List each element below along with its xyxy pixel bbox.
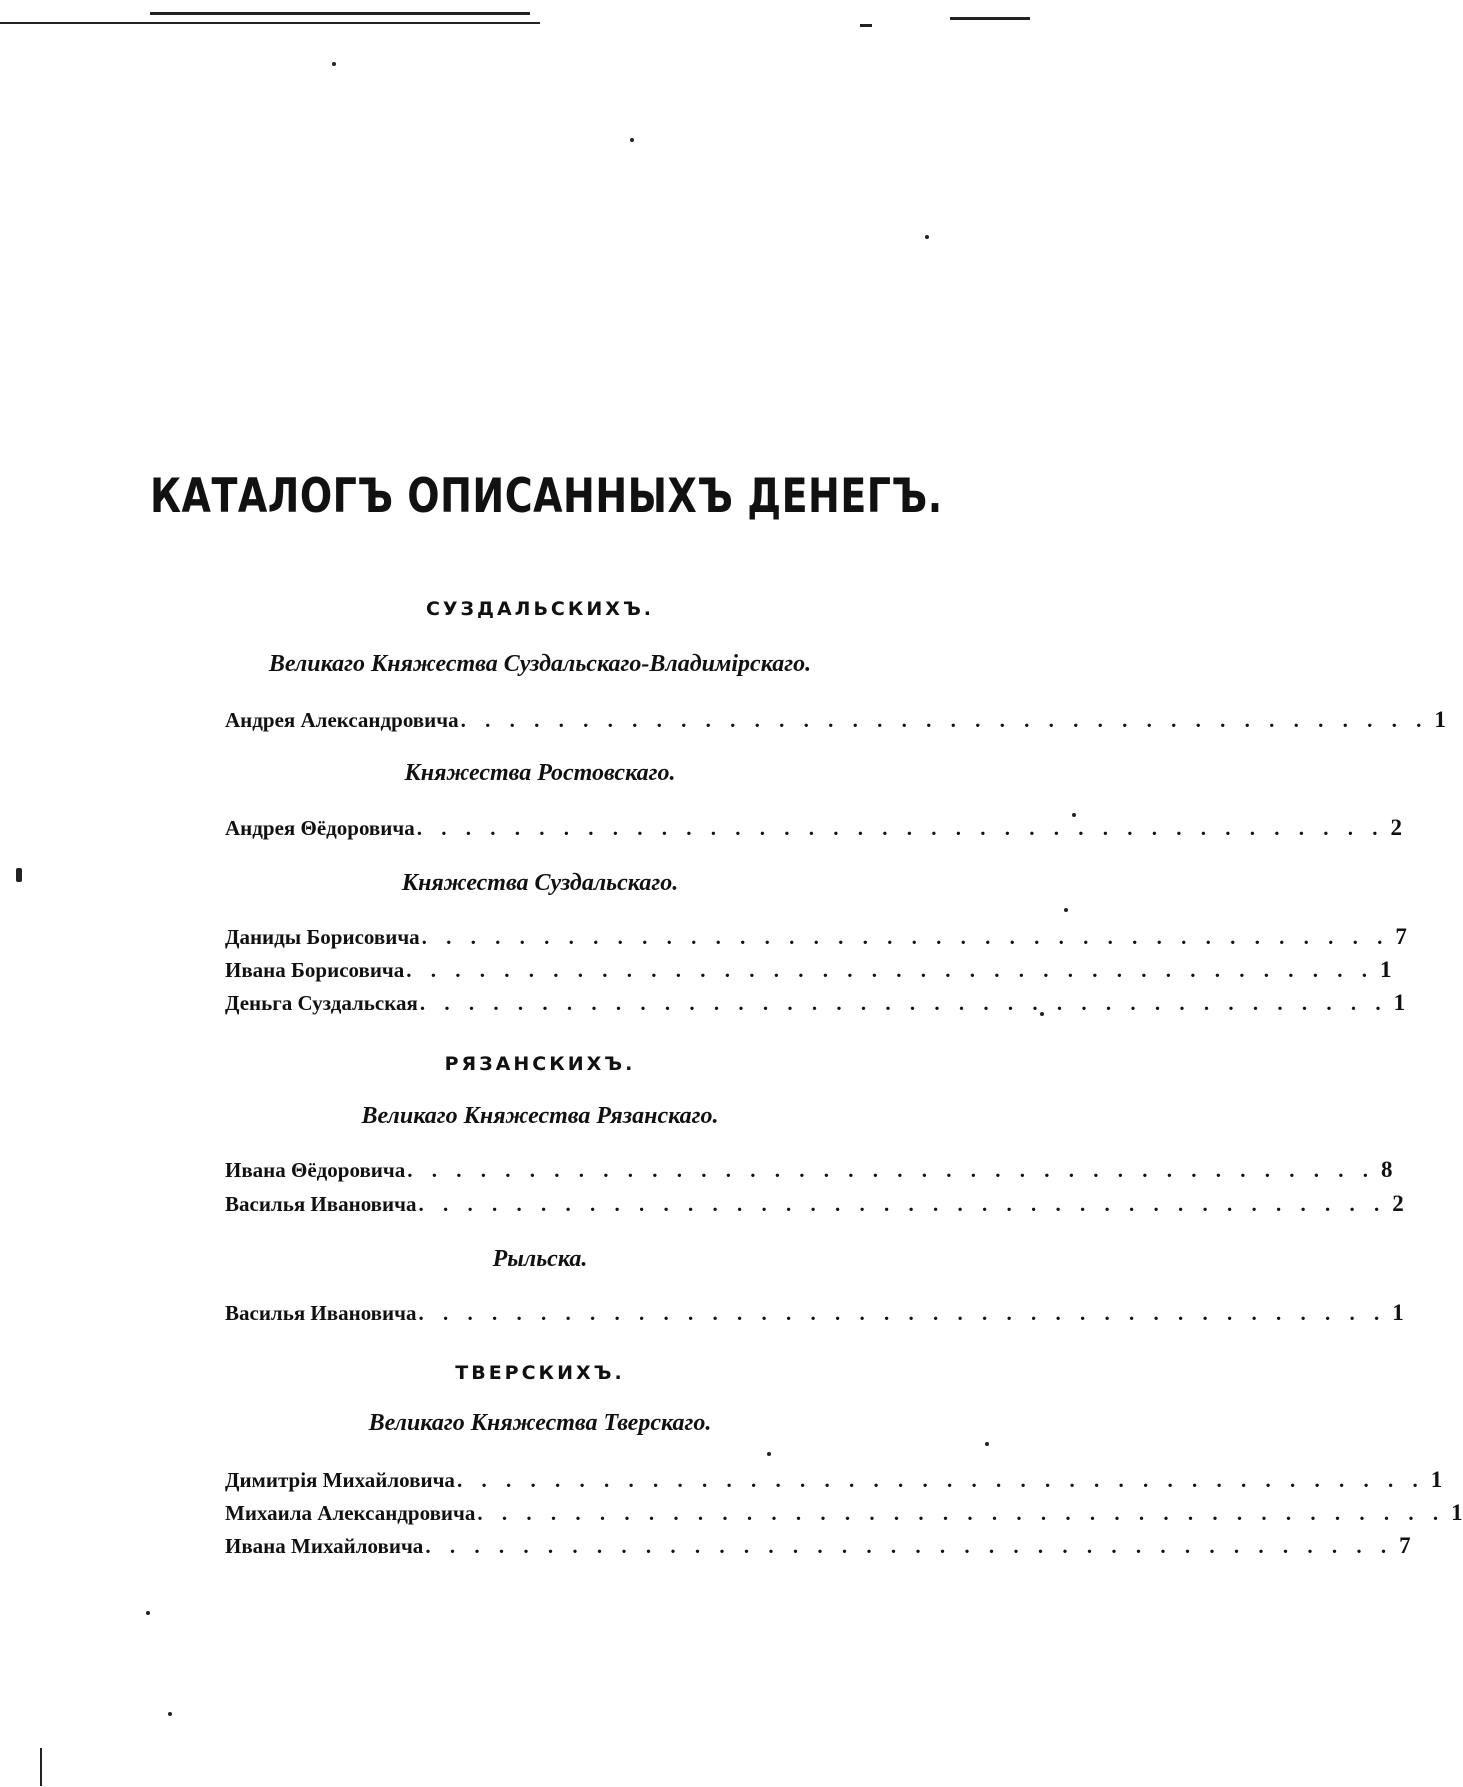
speck bbox=[925, 235, 929, 239]
subheading-tver: Великаго Княжества Тверскаго. bbox=[368, 1410, 712, 1436]
scan-mark-bottom-left bbox=[40, 1748, 42, 1786]
entry-name: Андрея Θёдоровича bbox=[225, 816, 415, 840]
dot-leader: . . . . . . . . . . . . . . . . . . . . . . . . . . . . . . . . . . . . . . . . bbox=[456, 1468, 1425, 1492]
dot-leader: . . . . . . . . . . . . . . . . . . . . . . . . . . . . . . . . . . . . . . . . bbox=[407, 1158, 1375, 1182]
entry-name: Михаила Александровича bbox=[225, 1501, 476, 1525]
entry-count: 1 bbox=[1430, 1467, 1443, 1492]
section-heading-ryazan: РЯЗАНСКИХЪ. bbox=[444, 1053, 636, 1075]
catalog-entry bbox=[225, 1157, 1393, 1189]
catalog-entry bbox=[225, 1191, 1404, 1223]
dot-leader: . . . . . . . . . . . . . . . . . . . . . . . . . . . . . . . . . . . . . . . . bbox=[416, 816, 1385, 840]
section-heading-tver: ТВЕРСКИХЪ. bbox=[455, 1362, 625, 1384]
entry-count: 7 bbox=[1395, 924, 1407, 949]
entry-name: Ивана Борисовича bbox=[225, 958, 405, 982]
dot-leader: . . . . . . . . . . . . . . . . . . . . . . . . . . . . . . . . . . . . . . . . bbox=[477, 1501, 1446, 1525]
entry-name: Василья Ивановича bbox=[225, 1301, 417, 1325]
section-heading-suzdal: СУЗДАЛЬСКИХЪ. bbox=[425, 598, 655, 620]
speck bbox=[16, 868, 22, 882]
catalog-entry bbox=[225, 1300, 1404, 1332]
speck bbox=[985, 1442, 989, 1446]
catalog-entry bbox=[225, 957, 1392, 989]
catalog-entry bbox=[225, 1533, 1411, 1565]
entry-count: 1 bbox=[1434, 707, 1446, 732]
speck bbox=[332, 62, 336, 66]
subheading-suzdal-vladimir: Великаго Княжества Суздальскаго-Владимірскаго. bbox=[268, 651, 812, 677]
catalog-entry bbox=[225, 990, 1406, 1022]
entry-count: 1 bbox=[1451, 1500, 1463, 1525]
scan-rule-top-mid bbox=[860, 24, 872, 27]
entry-name: Ивана Θёдоровича bbox=[225, 1158, 406, 1182]
dot-leader: . . . . . . . . . . . . . . . . . . . . . . . . . . . . . . . . . . . . . . . . bbox=[418, 1301, 1387, 1325]
catalog-entry bbox=[225, 1467, 1443, 1499]
scan-rule-top-left bbox=[0, 22, 540, 24]
catalog-entry bbox=[225, 924, 1407, 956]
scan-rule-top-left-2 bbox=[150, 12, 530, 15]
dot-leader: . . . . . . . . . . . . . . . . . . . . . . . . . . . . . . . . . . . . . . . . bbox=[460, 708, 1429, 732]
speck bbox=[146, 1611, 150, 1615]
entry-name: Василья Ивановича bbox=[225, 1192, 417, 1216]
subheading-ryazan: Великаго Княжества Рязанскаго. bbox=[361, 1103, 719, 1129]
entry-name: Деньга Суздальская bbox=[225, 991, 418, 1015]
entry-count: 1 bbox=[1380, 957, 1392, 982]
entry-count: 7 bbox=[1399, 1533, 1411, 1558]
dot-leader: . . . . . . . . . . . . . . . . . . . . . . . . . . . . . . . . . . . . . . . . bbox=[418, 1192, 1387, 1216]
dot-leader: . . . . . . . . . . . . . . . . . . . . . . . . . . . . . . . . . . . . . . . . bbox=[421, 925, 1390, 949]
entry-name: Димитрія Михайловича bbox=[225, 1468, 455, 1492]
scan-rule-top-right bbox=[950, 17, 1030, 20]
page-title: КАТАЛОГЪ ОПИСАННЫХЪ ДЕНЕГЪ. bbox=[150, 468, 943, 523]
entry-count: 1 bbox=[1393, 990, 1406, 1015]
catalog-entry bbox=[225, 707, 1446, 739]
catalog-entry bbox=[225, 1500, 1463, 1532]
entry-count: 1 bbox=[1392, 1300, 1404, 1325]
entry-name: Даниды Борисовича bbox=[225, 925, 420, 949]
entry-name: Андрея Александровича bbox=[225, 708, 459, 732]
subheading-suzdal-principality: Княжества Суздальскаго. bbox=[401, 870, 679, 896]
speck bbox=[168, 1712, 172, 1716]
entry-count: 8 bbox=[1381, 1157, 1393, 1182]
speck bbox=[1064, 908, 1068, 912]
dot-leader: . . . . . . . . . . . . . . . . . . . . . . . . . . . . . . . . . . . . . . . . bbox=[406, 958, 1375, 982]
entry-count: 2 bbox=[1390, 815, 1402, 840]
subheading-rylsk: Рыльска. bbox=[492, 1246, 588, 1272]
speck bbox=[767, 1452, 771, 1456]
catalog-entry bbox=[225, 815, 1402, 847]
subheading-rostov: Княжества Ростовскаго. bbox=[404, 760, 676, 786]
dot-leader: . . . . . . . . . . . . . . . . . . . . . . . . . . . . . . . . . . . . . . . . bbox=[419, 991, 1388, 1015]
speck bbox=[630, 138, 634, 142]
entry-count: 2 bbox=[1392, 1191, 1404, 1216]
entry-name: Ивана Михайловича bbox=[225, 1534, 424, 1558]
dot-leader: . . . . . . . . . . . . . . . . . . . . . . . . . . . . . . . . . . . . . . . . bbox=[425, 1534, 1394, 1558]
